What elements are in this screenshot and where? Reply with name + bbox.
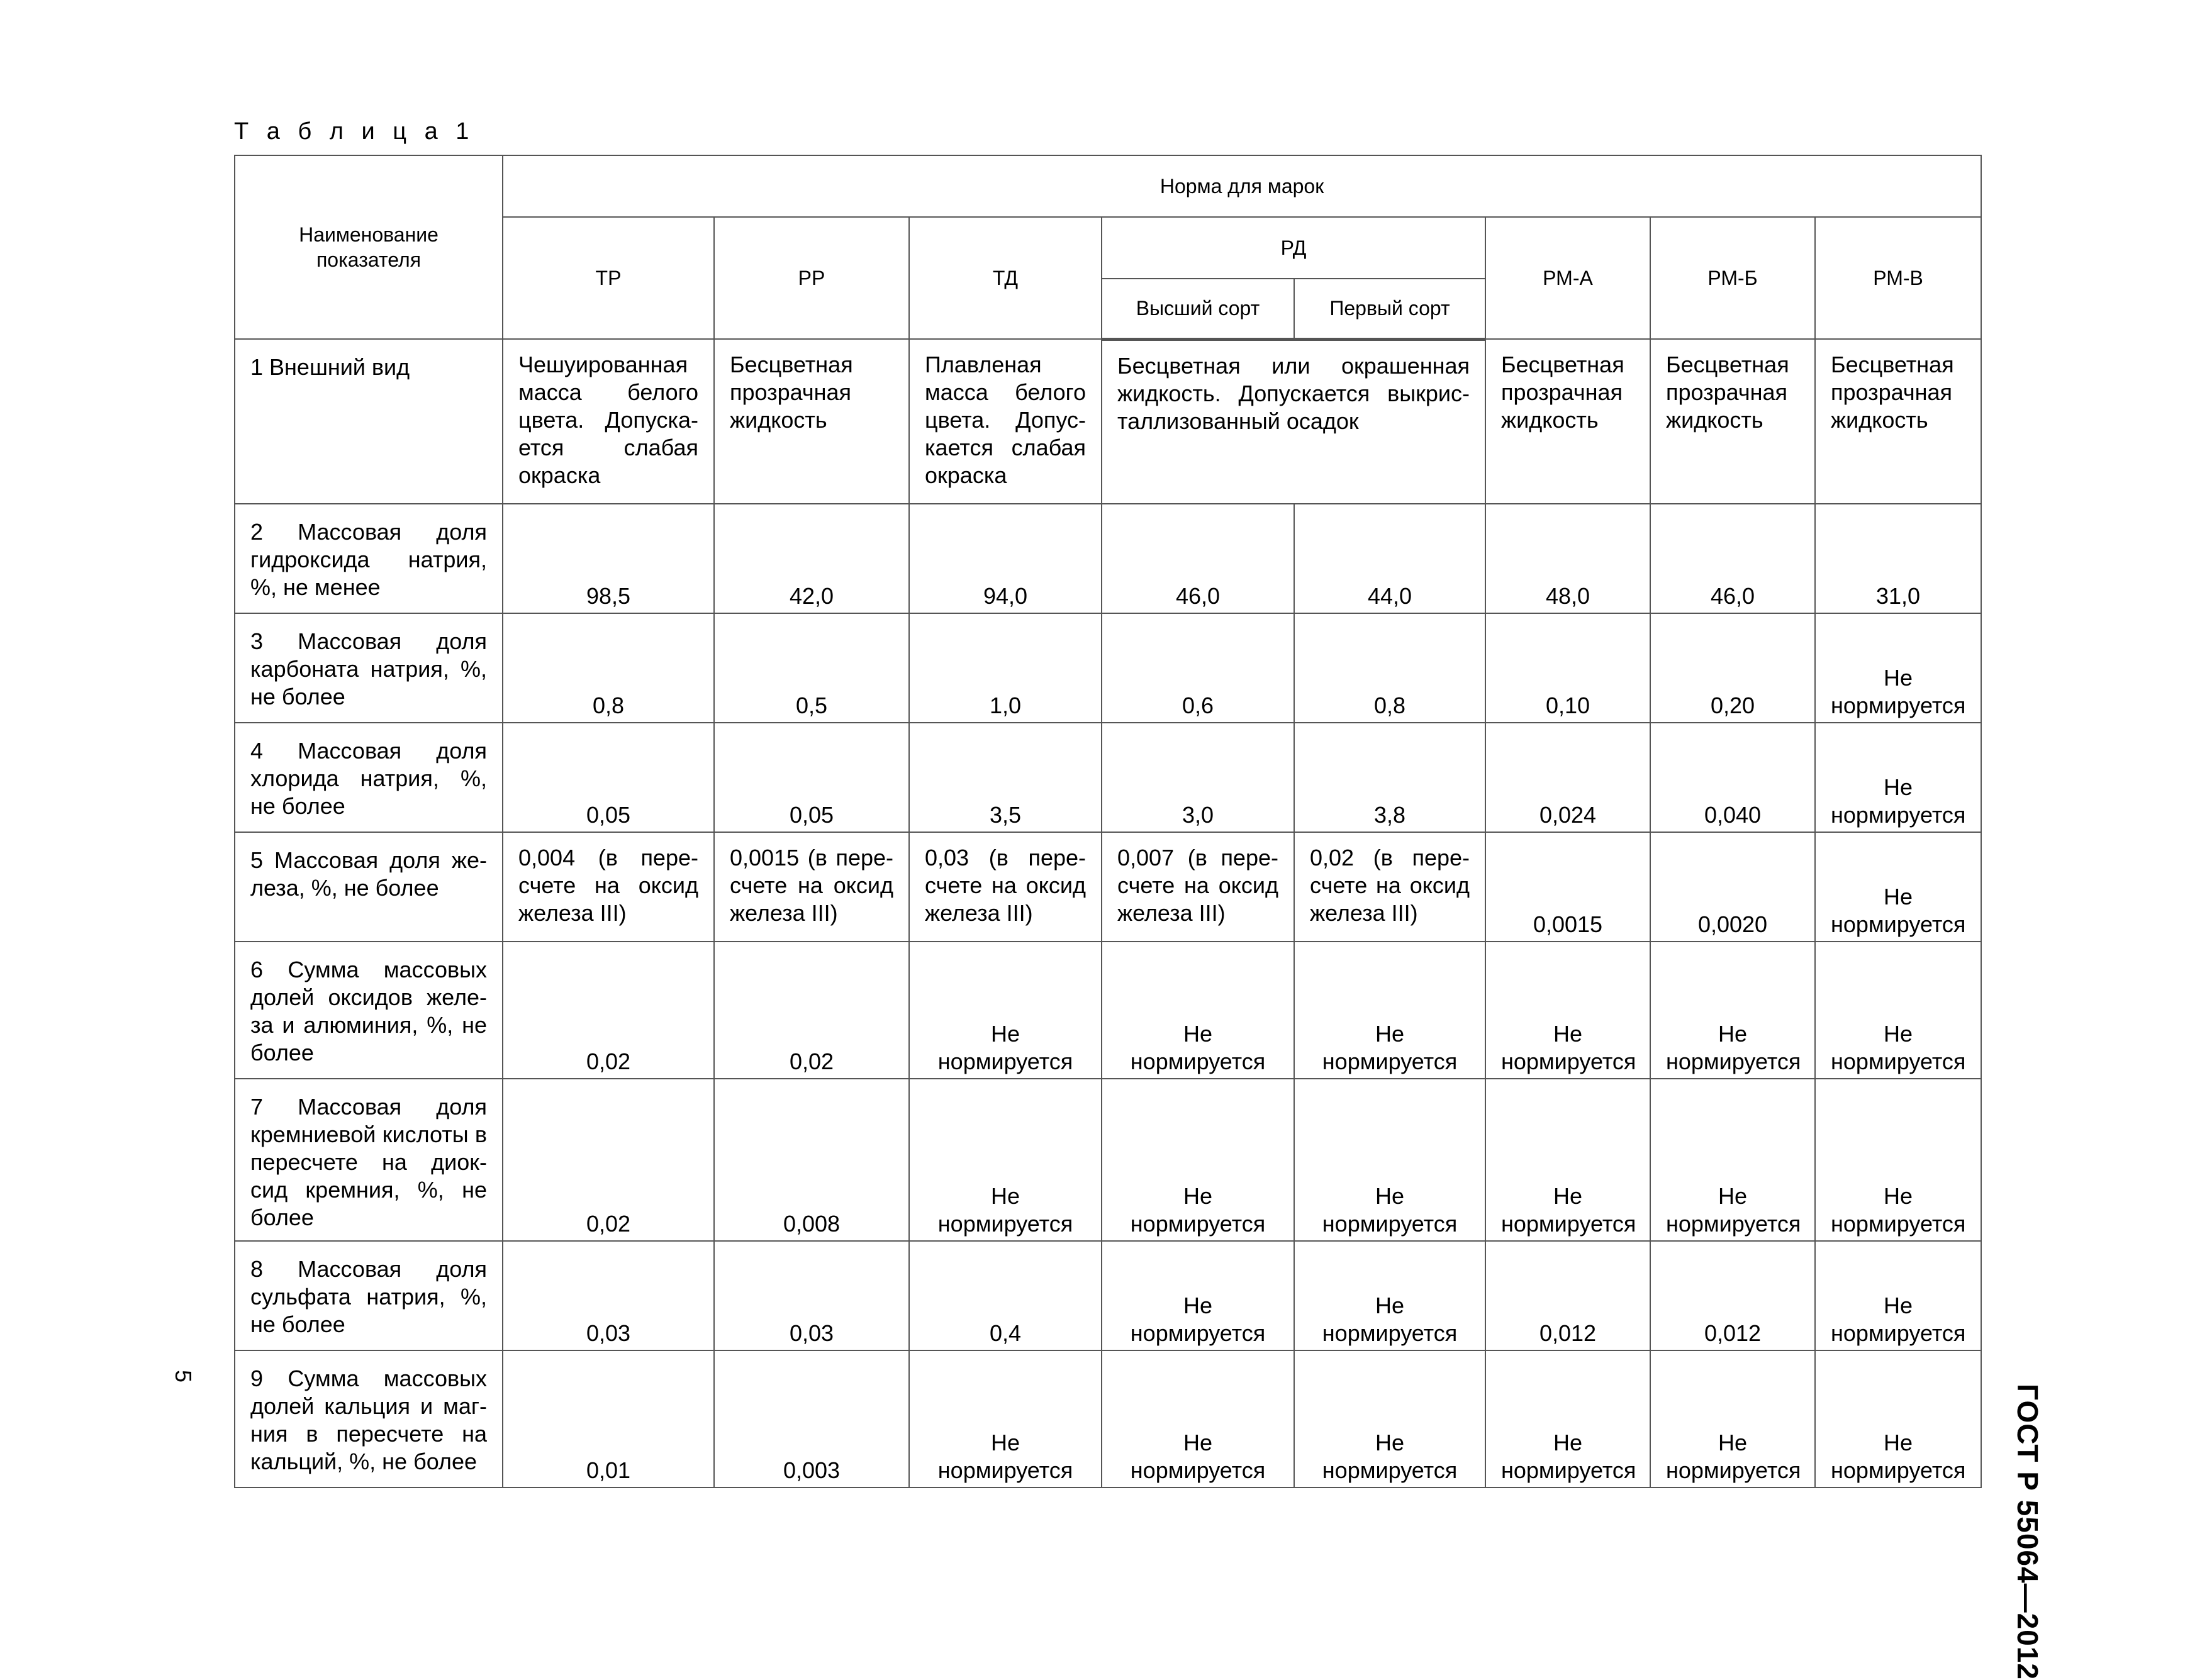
cell-rm-b: 0,012 (1650, 1241, 1815, 1350)
document-standard-title: ГОСТ Р 55064—2012 (2011, 1384, 2044, 1680)
table-row (235, 942, 1981, 1079)
cell-rm-v: Не нормируется (1815, 1241, 1981, 1350)
cell-rm-a: 48,0 (1485, 504, 1650, 613)
cell-td: 1,0 (909, 613, 1102, 723)
cell-rd-high: 0,007 (в пере-счете на оксид железа III) (1102, 832, 1294, 942)
cell-rd-high: Не нормируется (1102, 1079, 1294, 1241)
cell-rm-a: Не нормируется (1485, 942, 1650, 1079)
cell-td: 3,5 (909, 723, 1102, 832)
cell-rr: 0,5 (714, 613, 909, 723)
header-grade-rd: РД (1102, 217, 1485, 279)
header-norm: Норма для марок (503, 155, 1981, 217)
cell-rd-high: Не нормируется (1102, 1241, 1294, 1350)
cell-rd-first: Не нормируется (1294, 1241, 1485, 1350)
page-number: 5 (170, 1370, 196, 1383)
header-grade-rm-a: РМ-А (1485, 217, 1650, 339)
cell-td: Не нормируется (909, 1079, 1102, 1241)
cell-tr: 0,01 (503, 1350, 714, 1488)
cell-rd-first: Не нормируется (1294, 1079, 1485, 1241)
cell-rm-b: Не нормируется (1650, 1079, 1815, 1241)
cell-rr: 0,02 (714, 942, 909, 1079)
cell-rr: 42,0 (714, 504, 909, 613)
cell-rm-v: Бесцветная прозрачная жидкость (1815, 339, 1981, 504)
cell-rm-b: 0,040 (1650, 723, 1815, 832)
cell-rm-a: Бесцветная прозрачная жидкость (1485, 339, 1650, 504)
cell-rd-high: 46,0 (1102, 504, 1294, 613)
cell-rr: 0,05 (714, 723, 909, 832)
cell-rm-v: Не нормируется (1815, 832, 1981, 942)
cell-rm-a: 0,024 (1485, 723, 1650, 832)
cell-rr: Бесцветная прозрачная жидкость (714, 339, 909, 504)
cell-td: 94,0 (909, 504, 1102, 613)
cell-rm-v: Не нормируется (1815, 1079, 1981, 1241)
cell-rd-high: 0,6 (1102, 613, 1294, 723)
table-row (235, 339, 1981, 504)
header-grade-rm-b: РМ-Б (1650, 217, 1815, 339)
cell-rd-first: 0,8 (1294, 613, 1485, 723)
cell-tr: Чешуированная масса белого цвета. Допуска-ется слабая окраска (503, 339, 714, 504)
table-caption: Т а б л и ц а 1 (234, 118, 475, 145)
cell-td: Не нормируется (909, 942, 1102, 1079)
cell-rr: 0,003 (714, 1350, 909, 1488)
row-name: 1 Внешний вид (235, 339, 503, 504)
cell-tr: 0,05 (503, 723, 714, 832)
cell-rm-b: Не нормируется (1650, 1350, 1815, 1488)
header-rd-high: Высший сорт (1102, 279, 1294, 339)
cell-rm-b: 0,20 (1650, 613, 1815, 723)
cell-rm-v: Не нормируется (1815, 942, 1981, 1079)
cell-tr: 0,03 (503, 1241, 714, 1350)
row-name: 6 Сумма массовых долей оксидов желе-за и алюминия, %, не более (235, 942, 503, 1079)
cell-rd-first: 0,02 (в пере-счете на оксид железа III) (1294, 832, 1485, 942)
cell-rm-a: 0,0015 (1485, 832, 1650, 942)
cell-rm-a: Не нормируется (1485, 1350, 1650, 1488)
cell-rm-b: Бесцветная прозрачная жидкость (1650, 339, 1815, 504)
cell-rm-a: Не нормируется (1485, 1079, 1650, 1241)
cell-rr: 0,03 (714, 1241, 909, 1350)
row-name: 5 Массовая доля же-леза, %, не более (235, 832, 503, 942)
header-rd-first: Первый сорт (1294, 279, 1485, 339)
cell-rd-high: 3,0 (1102, 723, 1294, 832)
cell-rr: 0,0015 (в пере-счете на оксид железа III) (714, 832, 909, 942)
cell-rd-first: 44,0 (1294, 504, 1485, 613)
table-row (235, 832, 1981, 942)
specification-table (234, 155, 1982, 1488)
cell-rd-first: 3,8 (1294, 723, 1485, 832)
cell-tr: 0,02 (503, 942, 714, 1079)
header-name-column: Наименование показателя (235, 155, 503, 339)
table-row (235, 723, 1981, 832)
table-row (235, 613, 1981, 723)
cell-rm-v: Не нормируется (1815, 1350, 1981, 1488)
row-name: 3 Массовая доля карбоната натрия, %, не более (235, 613, 503, 723)
cell-rm-b: 0,0020 (1650, 832, 1815, 942)
cell-rm-a: 0,10 (1485, 613, 1650, 723)
table-row (235, 1350, 1981, 1488)
cell-tr: 0,004 (в пере-счете на оксид железа III) (503, 832, 714, 942)
header-grade-rr: РР (714, 217, 909, 339)
row-name: 4 Массовая доля хлорида натрия, %, не более (235, 723, 503, 832)
cell-tr: 0,02 (503, 1079, 714, 1241)
cell-td: Не нормируется (909, 1350, 1102, 1488)
header-grade-tr: ТР (503, 217, 714, 339)
cell-td: Плавленая масса белого цвета. Допус-кается слабая окраска (909, 339, 1102, 504)
cell-rd: Бесцветная или окрашенная жидкость. Допускается выкрис-таллизованный осадок (1102, 339, 1485, 504)
cell-rm-b: 46,0 (1650, 504, 1815, 613)
header-grade-td: ТД (909, 217, 1102, 339)
cell-rr: 0,008 (714, 1079, 909, 1241)
row-name: 9 Сумма массовых долей кальция и маг-ния в пересчете на кальций, %, не более (235, 1350, 503, 1488)
cell-rd-high: Не нормируется (1102, 942, 1294, 1079)
cell-rd-high: Не нормируется (1102, 1350, 1294, 1488)
cell-rm-a: 0,012 (1485, 1241, 1650, 1350)
cell-td: 0,4 (909, 1241, 1102, 1350)
table-row (235, 1241, 1981, 1350)
table-row (235, 504, 1981, 613)
cell-td: 0,03 (в пере-счете на оксид железа III) (909, 832, 1102, 942)
row-name: 2 Массовая доля гидроксида натрия, %, не менее (235, 504, 503, 613)
cell-rm-v: Не нормируется (1815, 723, 1981, 832)
cell-tr: 0,8 (503, 613, 714, 723)
cell-rm-b: Не нормируется (1650, 942, 1815, 1079)
cell-rm-v: Не нормируется (1815, 613, 1981, 723)
cell-tr: 98,5 (503, 504, 714, 613)
row-name: 8 Массовая доля сульфата натрия, %, не более (235, 1241, 503, 1350)
cell-rm-v: 31,0 (1815, 504, 1981, 613)
row-name: 7 Массовая доля кремниевой кислоты в пересчете на диок-сид кремния, %, не более (235, 1079, 503, 1241)
cell-rd-first: Не нормируется (1294, 1350, 1485, 1488)
header-grade-rm-v: РМ-В (1815, 217, 1981, 339)
cell-rd-first: Не нормируется (1294, 942, 1485, 1079)
table-row (235, 1079, 1981, 1241)
